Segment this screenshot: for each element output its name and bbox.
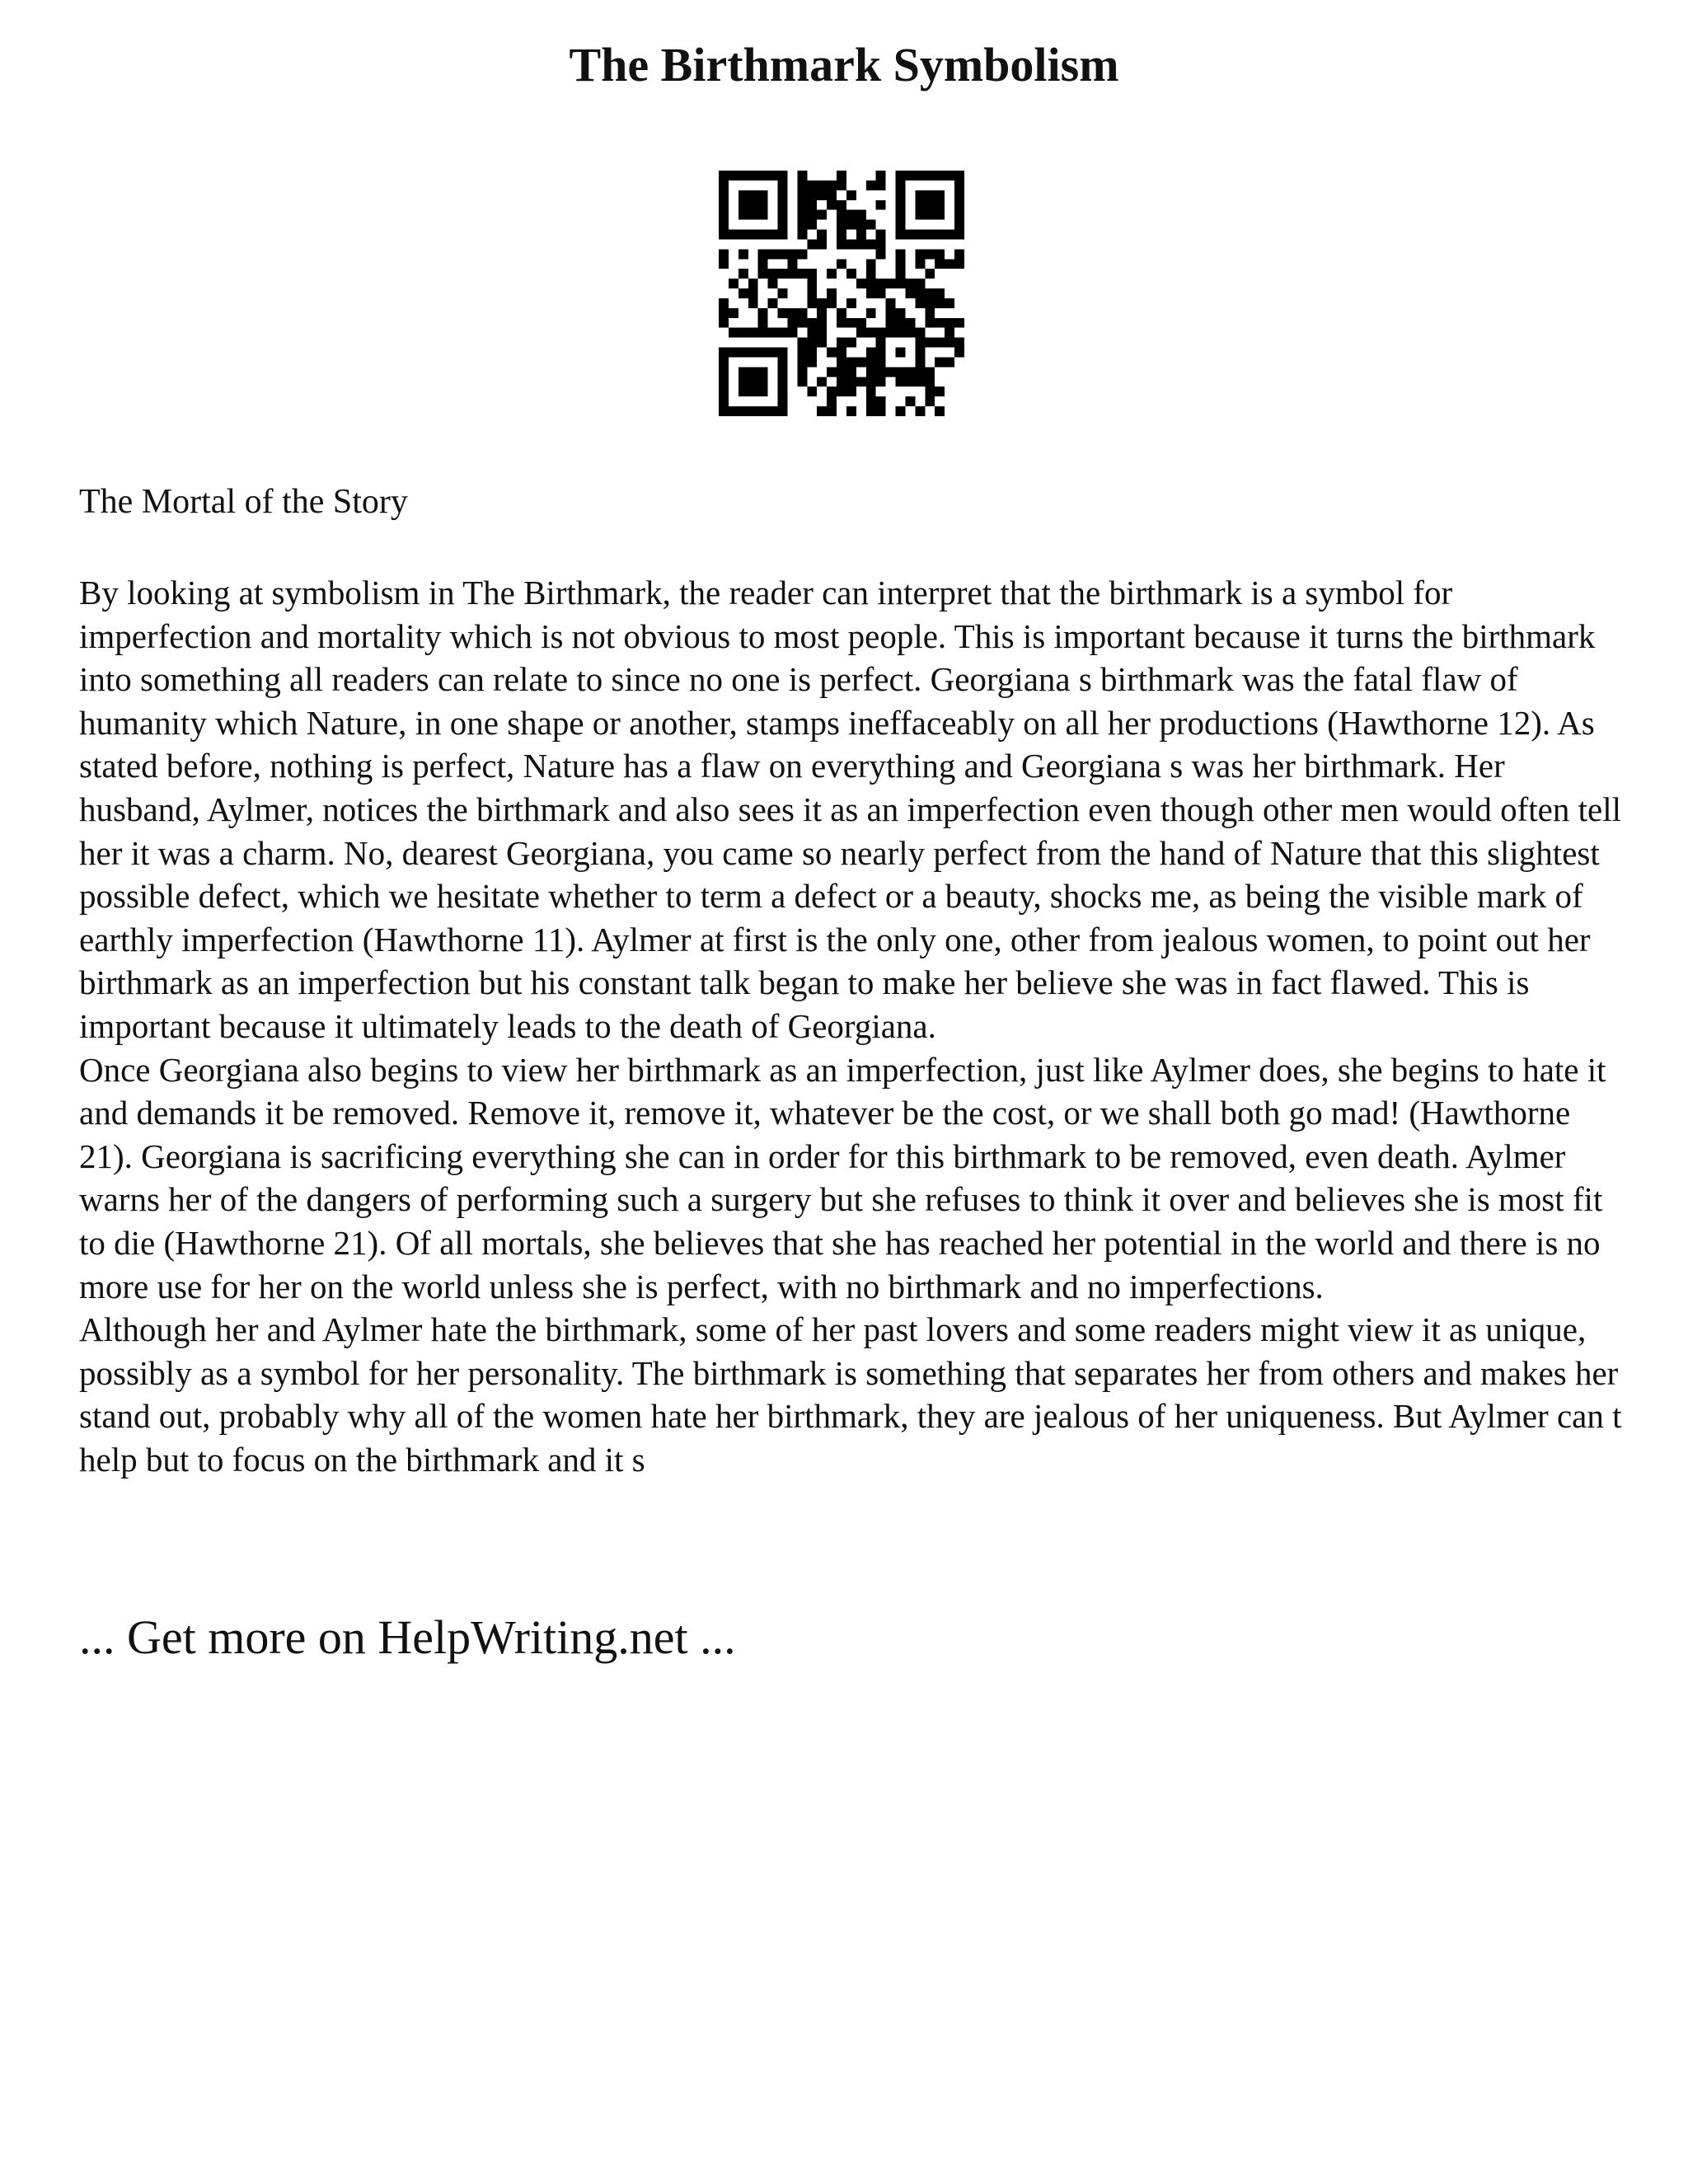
essay-body <box>79 571 1629 1481</box>
section-heading: The Mortal of the Story <box>79 483 408 521</box>
qr-code-graphic <box>719 171 964 416</box>
page-title: The Birthmark Symbolism <box>569 38 1119 91</box>
get-more-link[interactable]: ... Get more on HelpWriting.net ... <box>79 1610 736 1664</box>
essay-paragraph: Once Georgiana also begins to view her birthmark as an imperfection, just like Aylmer does, she begins to hate it and demands it be removed. Remove it, remove it, whatever be the cost, or we shall both go mad! (Hawthorne 21). Georgiana is sacrificing everything she can in order for this birthmark to be removed, even death. Aylmer warns her of the dangers of performing such a surgery but she refuses to think it over and believes she is most fit to die (Hawthorne 21). Of all mortals, she believes that she has reached her potential in the world and there is no more use for her on the world unless she is perfect, with no birthmark and no imperfections. <box>79 1050 1606 1305</box>
qr-code-icon <box>719 171 964 416</box>
essay-paragraph: By looking at symbolism in The Birthmark, the reader can interpret that the birthmark is a symbol for imperfection and mortality which is not obvious to most people. This is important because it turns the birthmark into something all readers can relate to since no one is perfect. Georgiana s birthmark was the fatal flaw of humanity which Nature, in one shape or another, stamps ineffaceably on all her productions (Hawthorne 12). As stated before, nothing is perfect, Nature has a flaw on everything and Georgiana s was her birthmark. Her husband, Aylmer, notices the birthmark and also sees it as an imperfection even though other men would often tell her it was a charm. No, dearest Georgiana, you came so nearly perfect from the hand of Nature that this slightest possible defect, which we hesitate whether to term a defect or a beauty, shocks me, as being the visible mark of earthly imperfection (Hawthorne 11). Aylmer at first is the only one, other from jealous women, to point out her birthmark as an imperfection but his constant talk began to make her believe she was in fact flawed. This is important because it ultimately leads to the death of Georgiana. <box>79 574 1622 1045</box>
essay-paragraph: Although her and Aylmer hate the birthmark, some of her past lovers and some readers might view it as unique, possibly as a symbol for her personality. The birthmark is something that separates her from others and makes her stand out, probably why all of the women hate her birthmark, they are jealous of her uniqueness. But Aylmer can t help but to focus on the birthmark and it s <box>79 1310 1622 1479</box>
